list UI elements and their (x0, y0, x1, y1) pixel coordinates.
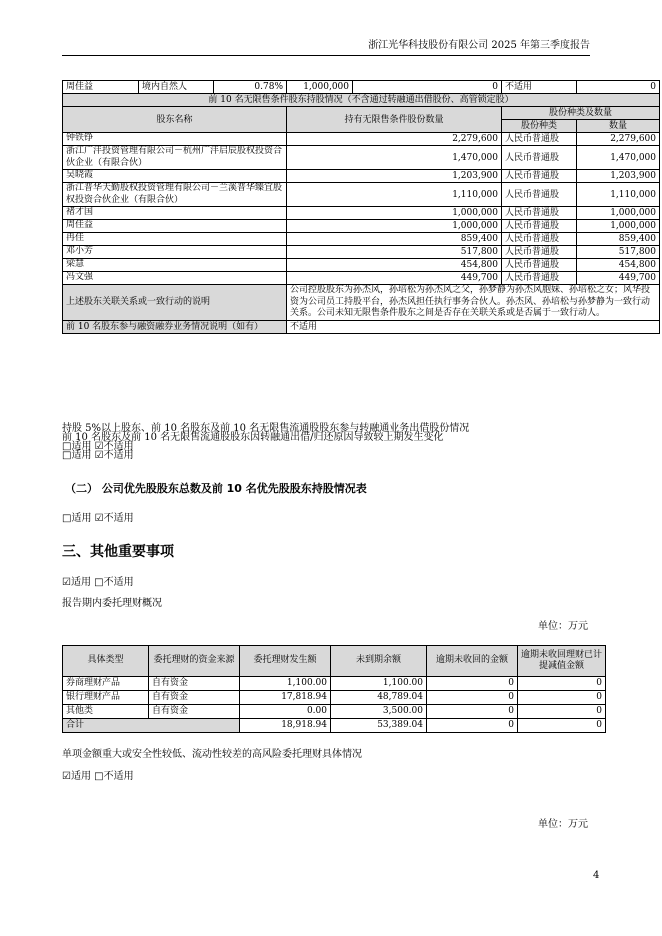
shareholder-rows (63, 133, 660, 285)
subsection-title: （二） 公司优先股股东总数及前 10 名优先股股东持股情况表 (65, 482, 367, 495)
table-row (63, 183, 660, 207)
table-cell: 1,100.00 (331, 677, 427, 691)
total-amount: 18,918.94 (240, 719, 331, 733)
checkbox-line: □适用 ☑不适用 (62, 441, 134, 452)
table-title-row (63, 94, 660, 107)
relation-text: 公司控股股东为孙杰风，孙培松为孙杰风之父，孙梦静为孙杰风胞妹、孙培松之女；风华投资为公司员工持股平台，孙杰风担任执行事务合伙人。孙杰风、孙培松与孙梦静为一致行动关系。公司未知无限售条件股东之间是否存在关联关系或是否属于一致行动人。 (287, 285, 660, 321)
header-row (63, 646, 606, 677)
wealth-management-table (62, 645, 606, 733)
share-type: 人民币普通股 (502, 133, 577, 146)
paragraph-high-risk: 单项金额重大或安全性较低、流动性较差的高风险委托理财具体情况 (62, 749, 362, 760)
shareholder-qty: 1,000,000 (287, 220, 502, 233)
table-cell: 其他类 (63, 705, 149, 719)
shareholder-name: 梁慧 (63, 259, 287, 272)
top-restricted: 0 (353, 81, 502, 94)
column-header: 委托理财发生额 (240, 646, 331, 677)
table-row (63, 81, 660, 94)
shareholder-qty: 859,400 (287, 233, 502, 246)
shareholder-qty: 1,470,000 (287, 146, 502, 170)
paragraph-change: 前 10 名股东及前 10 名无限售流通股股东因转融通出借/归还原因导致较上期发生变化 (62, 432, 444, 443)
col-name: 股东名称 (63, 107, 287, 133)
share-type: 人民币普通股 (502, 170, 577, 183)
share-type: 人民币普通股 (502, 272, 577, 285)
shareholder-qty: 449,700 (287, 272, 502, 285)
table-cell: 0 (427, 677, 518, 691)
share-num: 517,800 (577, 246, 660, 259)
paragraph-overview: 报告期内委托理财概况 (62, 598, 162, 609)
shareholder-name: 浙江广沣投资管理有限公司－杭州广沣启辰股权投资合伙企业（有限合伙） (63, 146, 287, 170)
table-cell: 1,100.00 (240, 677, 331, 691)
unrestricted-shareholders-table (62, 80, 660, 334)
share-type: 人民币普通股 (502, 246, 577, 259)
share-type: 人民币普通股 (502, 207, 577, 220)
share-num: 1,203,900 (577, 170, 660, 183)
column-header: 具体类型 (63, 646, 149, 677)
table-cell: 券商理财产品 (63, 677, 149, 691)
shareholder-name: 浙江普华天勤股权投资管理有限公司－兰溪普华臻宜股权投资合伙企业（有限合伙） (63, 183, 287, 207)
shareholder-name: 褚才国 (63, 207, 287, 220)
col-kind-type: 股份种类 (502, 120, 577, 133)
table-row (63, 170, 660, 183)
shareholder-name: 冯文强 (63, 272, 287, 285)
section-title: 三、其他重要事项 (62, 544, 174, 560)
relation-label: 上述股东关联关系或一致行动的说明 (63, 285, 287, 321)
share-num: 454,800 (577, 259, 660, 272)
col-kind-qty: 数量 (577, 120, 660, 133)
table-cell: 0 (427, 705, 518, 719)
table-cell: 银行理财产品 (63, 691, 149, 705)
table-row (63, 146, 660, 170)
relation-row (63, 285, 660, 321)
table-row (63, 207, 660, 220)
shareholder-qty: 454,800 (287, 259, 502, 272)
table-cell: 3,500.00 (331, 705, 427, 719)
table-cell: 0 (518, 677, 606, 691)
table-cell: 0 (427, 691, 518, 705)
table-row (63, 705, 606, 719)
table-cell: 自有资金 (149, 691, 240, 705)
table-cell: 0.00 (240, 705, 331, 719)
share-type: 人民币普通股 (502, 183, 577, 207)
margin-text: 不适用 (287, 320, 660, 333)
column-header: 未到期余额 (331, 646, 427, 677)
total-label: 合计 (63, 719, 240, 733)
shareholder-qty: 1,110,000 (287, 183, 502, 207)
paragraph-lending: 持股 5%以上股东、前 10 名股东及前 10 名无限售流通股股东参与转融通业务出借股份情况 (62, 423, 470, 434)
table-cell: 17,818.94 (240, 691, 331, 705)
shareholder-qty: 1,000,000 (287, 207, 502, 220)
margin-row (63, 320, 660, 333)
checkbox-line: ☑适用 □不适用 (62, 771, 134, 782)
shareholder-qty: 1,203,900 (287, 170, 502, 183)
table-cell: 0 (518, 691, 606, 705)
total-balance: 53,389.04 (331, 719, 427, 733)
checkbox-line: □适用 ☑不适用 (62, 450, 134, 461)
column-header: 逾期未收回理财已计提减值金额 (518, 646, 606, 677)
checkbox-line: □适用 ☑不适用 (62, 513, 134, 524)
share-type: 人民币普通股 (502, 259, 577, 272)
table-row (63, 133, 660, 146)
share-type: 人民币普通股 (502, 220, 577, 233)
table-title: 前 10 名无限售条件股东持股情况（不含通过转融通出借股份、高管锁定股） (63, 94, 660, 107)
share-type: 人民币普通股 (502, 146, 577, 170)
shareholder-name: 吴晓霞 (63, 170, 287, 183)
share-num: 1,470,000 (577, 146, 660, 170)
table-row (63, 233, 660, 246)
wealth-rows (63, 677, 606, 719)
total-row (63, 719, 606, 733)
share-num: 2,279,600 (577, 133, 660, 146)
share-type: 人民币普通股 (502, 233, 577, 246)
top-nature: 境内自然人 (139, 81, 214, 94)
table-cell: 48,789.04 (331, 691, 427, 705)
table-row (63, 220, 660, 233)
total-impairment: 0 (518, 719, 606, 733)
share-num: 1,000,000 (577, 220, 660, 233)
top-name: 周佳益 (63, 81, 139, 94)
table-row (63, 691, 606, 705)
top-shares: 1,000,000 (287, 81, 353, 94)
header-row (63, 107, 660, 120)
table-row (63, 246, 660, 259)
column-header: 逾期未收回的金额 (427, 646, 518, 677)
page-number: 4 (593, 870, 600, 881)
top-ratio: 0.78% (214, 81, 287, 94)
header-divider (62, 55, 590, 56)
col-qty: 持有无限售条件股份数量 (287, 107, 502, 133)
shareholder-name: 邓小芳 (63, 246, 287, 259)
share-num: 859,400 (577, 233, 660, 246)
table-row (63, 677, 606, 691)
table-row (63, 259, 660, 272)
shareholder-name: 冉佳 (63, 233, 287, 246)
shareholder-qty: 2,279,600 (287, 133, 502, 146)
unit-label: 单位：万元 (538, 621, 588, 632)
col-kind: 股份种类及数量 (502, 107, 660, 120)
table-cell: 自有资金 (149, 677, 240, 691)
share-num: 449,700 (577, 272, 660, 285)
shareholder-name: 钟铁铮 (63, 133, 287, 146)
margin-label: 前 10 名股东参与融资融券业务情况说明（如有） (63, 320, 287, 333)
table-row (63, 272, 660, 285)
page-header: 浙江光华科技股份有限公司 2025 年第三季度报告 (368, 40, 590, 51)
top-pledge-qty: 0 (577, 81, 660, 94)
unit-label: 单位：万元 (538, 819, 588, 830)
share-num: 1,110,000 (577, 183, 660, 207)
share-num: 1,000,000 (577, 207, 660, 220)
column-header: 委托理财的资金来源 (149, 646, 240, 677)
table-cell: 自有资金 (149, 705, 240, 719)
checkbox-line: ☑适用 □不适用 (62, 577, 134, 588)
total-overdue: 0 (427, 719, 518, 733)
top-pledge-status: 不适用 (502, 81, 577, 94)
table-cell: 0 (518, 705, 606, 719)
shareholder-name: 周佳益 (63, 220, 287, 233)
shareholder-qty: 517,800 (287, 246, 502, 259)
